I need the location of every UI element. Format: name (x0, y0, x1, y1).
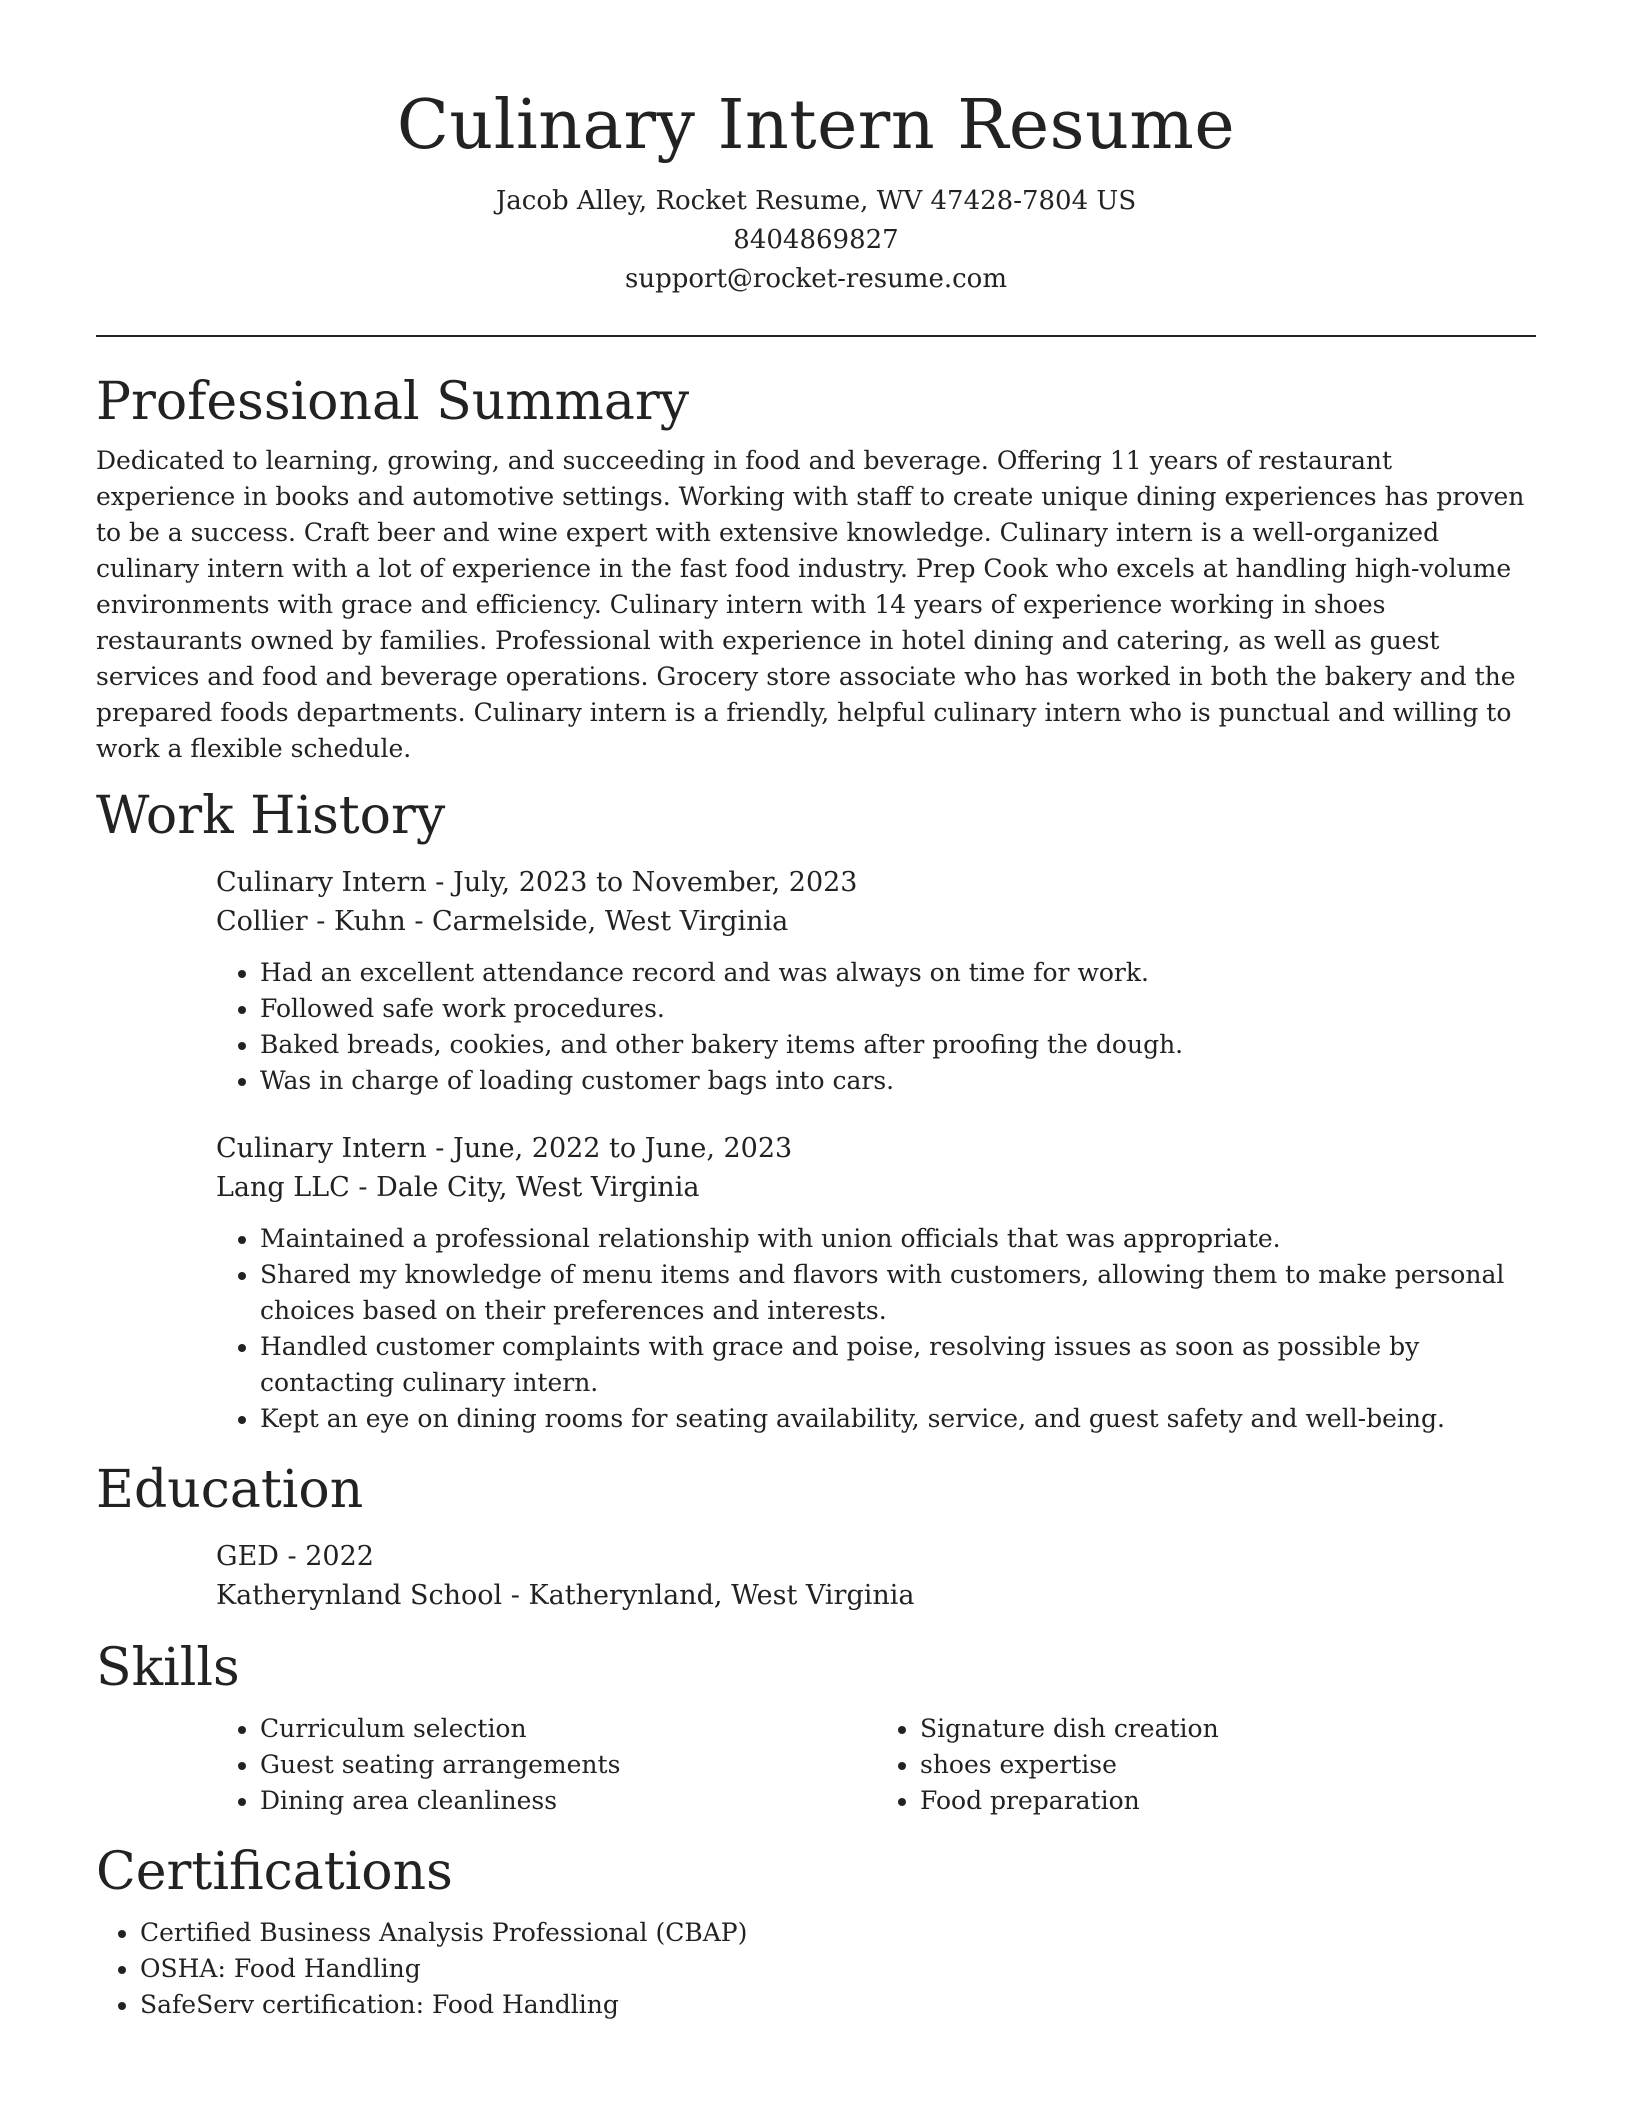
list-item: • shoes expertise (920, 1747, 1536, 1783)
list-item: • Guest seating arrangements (260, 1747, 876, 1783)
list-item: • Kept an eye on dining rooms for seating availability, service, and guest safety and well-being. (260, 1401, 1536, 1437)
job-duties-list (216, 1221, 1536, 1437)
certifications-section (96, 1837, 1536, 2023)
list-item: • Handled customer complaints with grace and poise, resolving issues as soon as possible by contacting culinary intern. (260, 1329, 1536, 1401)
list-item: • Followed safe work procedures. (260, 991, 1536, 1027)
resume-title: Culinary Intern Resume (396, 86, 1236, 165)
summary-text: Dedicated to learning, growing, and succeeding in food and beverage. Offering 11 years of restaurant experience in books and automotive settings. Working with staff to create unique dining experiences has proven to be a success. Craft beer and wine expert with extensive knowledge. Culinary intern is a well-organized culinary intern with a lot of experience in the fast food industry. Prep Cook who excels at handling high-volume environments with grace and efficiency. Culinary intern with 14 years of experience working in shoes restaurants owned by families. Professional with experience in hotel dining and catering, as well as guest services and food and beverage operations. Grocery store associate who has worked in both the bakery and the prepared foods departments. Culinary intern is a friendly, helpful culinary intern who is punctual and willing to work a flexible schedule. (96, 446, 1525, 763)
list-item: • Food preparation (920, 1783, 1536, 1819)
contact-address: Jacob Alley, Rocket Resume, WV 47428-7804 US (495, 186, 1137, 216)
job-company-line: Lang LLC - Dale City, West Virginia (216, 1172, 700, 1203)
list-item: • Baked breads, cookies, and other bakery items after proofing the dough. (260, 1027, 1536, 1063)
skills-list-right (876, 1711, 1536, 1819)
list-item: • Certified Business Analysis Professional (CBAP) (140, 1915, 1536, 1951)
skills-list-left (216, 1711, 876, 1819)
summary-section (96, 367, 1536, 767)
education-section (96, 1455, 1536, 1615)
list-item: • Maintained a professional relationship with union officials that was appropriate. (260, 1221, 1536, 1257)
skills-section (96, 1633, 1536, 1819)
education-school-line: Katherynland School - Katherynland, West Virginia (216, 1580, 915, 1611)
list-item: • Signature dish creation (920, 1711, 1536, 1747)
job-title-line: Culinary Intern - July, 2023 to November, 2023 (216, 867, 858, 898)
job-entry (216, 1129, 1536, 1437)
list-item: • Dining area cleanliness (260, 1783, 876, 1819)
job-duties-list (216, 955, 1536, 1099)
header-divider (96, 335, 1536, 337)
skills-grid (216, 1711, 1536, 1819)
education-entry (216, 1537, 1536, 1615)
job-company-line: Collier - Kuhn - Carmelside, West Virginia (216, 906, 789, 937)
list-item: • Was in charge of loading customer bags into cars. (260, 1063, 1536, 1099)
education-degree-line: GED - 2022 (216, 1541, 374, 1572)
education-heading: Education (96, 1460, 364, 1520)
job-entry (216, 863, 1536, 1099)
list-item: • Curriculum selection (260, 1711, 876, 1747)
work-history-heading: Work History (96, 786, 446, 846)
contact-phone: 8404869827 (733, 225, 899, 255)
certifications-list (96, 1915, 1536, 2023)
contact-info (96, 182, 1536, 299)
contact-email: support@rocket-resume.com (624, 264, 1007, 294)
list-item: • SafeServ certification: Food Handling (140, 1987, 1536, 2023)
summary-heading: Professional Summary (96, 372, 690, 432)
certifications-heading: Certifications (96, 1842, 453, 1902)
work-history-section (96, 781, 1536, 1437)
job-title-line: Culinary Intern - June, 2022 to June, 2023 (216, 1133, 793, 1164)
resume-header (96, 0, 1536, 299)
list-item: • Shared my knowledge of menu items and flavors with customers, allowing them to make personal choices based on their preferences and interests. (260, 1257, 1536, 1329)
skills-heading: Skills (96, 1638, 240, 1698)
list-item: • OSHA: Food Handling (140, 1951, 1536, 1987)
list-item: • Had an excellent attendance record and was always on time for work. (260, 955, 1536, 991)
